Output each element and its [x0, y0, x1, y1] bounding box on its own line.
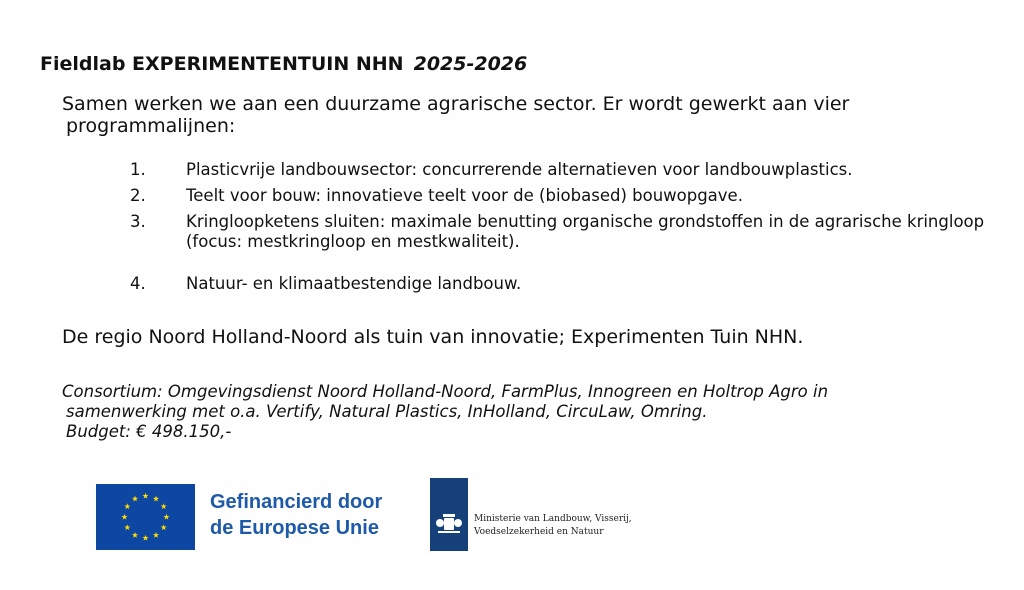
programme-text: Natuur- en klimaatbestendige landbouw.	[186, 274, 522, 293]
eu-funding-line-2: de Europese Unie	[210, 517, 379, 539]
eu-star-icon	[163, 514, 169, 520]
consortium-line-1: Consortium: Omgevingsdienst Noord Holland-Noord, FarmPlus, Innogreen en Holtrop Agro in	[62, 382, 829, 401]
eu-star-icon	[121, 514, 127, 520]
region-statement: De regio Noord Holland-Noord als tuin van innovatie; Experimenten Tuin NHN.	[62, 326, 804, 348]
intro-line-1: Samen werken we aan een duurzame agrarische sector. Er wordt gewerkt aan vier	[62, 93, 850, 115]
eu-star-icon	[132, 496, 138, 502]
consortium-line-2: samenwerking met o.a. Vertify, Natural Plastics, InHolland, CircuLaw, Omring.	[66, 402, 708, 421]
programme-item	[130, 160, 1000, 180]
programme-item	[130, 186, 1000, 206]
eu-star-icon	[124, 524, 130, 530]
title-main: Fieldlab EXPERIMENTENTUIN NHN	[40, 53, 404, 75]
eu-star-icon	[153, 496, 159, 502]
programme-number: 4.	[130, 274, 146, 293]
programme-number: 3.	[130, 212, 146, 231]
ministry-name	[474, 513, 632, 539]
title-year: 2025-2026	[413, 53, 528, 75]
consortium-block	[62, 382, 962, 442]
budget-line: Budget: € 498.150,-	[66, 422, 232, 441]
programme-item	[130, 212, 1000, 252]
intro-paragraph	[62, 93, 962, 137]
ministry-line-2: Voedselzekerheid en Natuur	[474, 527, 604, 537]
programme-number: 2.	[130, 186, 146, 205]
programme-list	[130, 160, 1000, 300]
eu-star-icon	[142, 535, 148, 541]
eu-flag-icon	[96, 484, 195, 550]
programme-number: 1.	[130, 160, 146, 179]
rijkswapen-icon	[430, 478, 468, 551]
eu-star-icon	[161, 524, 167, 530]
programme-text: Teelt voor bouw: innovatieve teelt voor de (biobased) bouwopgave.	[186, 186, 743, 205]
ministry-line-1: Ministerie van Landbouw, Visserij,	[474, 514, 632, 524]
eu-funding-line-1: Gefinancierd door	[210, 491, 383, 513]
eu-star-icon	[132, 532, 138, 538]
eu-star-icon	[153, 532, 159, 538]
programme-item	[130, 274, 1000, 294]
eu-funding-label	[210, 489, 382, 541]
eu-star-icon	[124, 503, 130, 509]
programme-text: Plasticvrije landbouwsector: concurrerende alternatieven voor landbouwplastics.	[186, 160, 853, 179]
eu-star-icon	[142, 493, 148, 499]
intro-line-2: programmalijnen:	[66, 115, 236, 137]
page-title	[40, 53, 527, 75]
programme-text: Kringloopketens sluiten: maximale benutting organische grondstoffen in de agrarische kringloop (focus: mestkringloop en mestkwaliteit).	[186, 212, 985, 251]
ministry-logo-bar	[430, 478, 468, 551]
eu-star-icon	[161, 503, 167, 509]
